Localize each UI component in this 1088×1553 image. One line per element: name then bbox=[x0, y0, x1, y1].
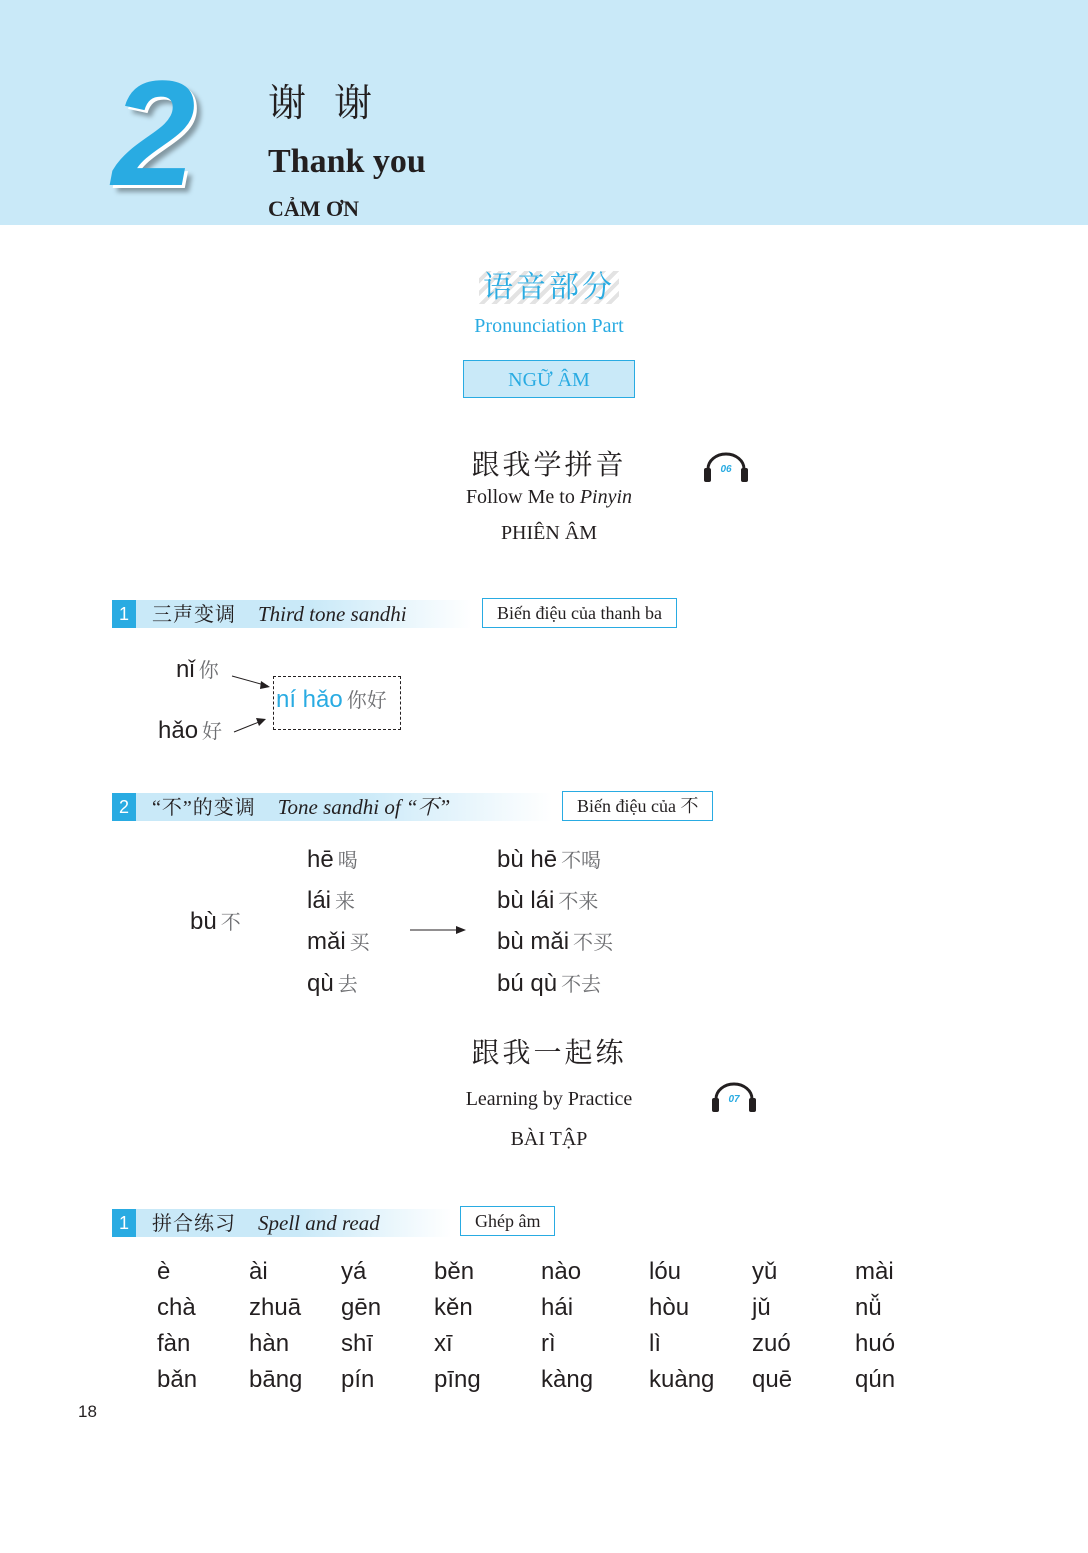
spell-syllable: shī bbox=[341, 1330, 374, 1357]
spell-syllable: xī bbox=[434, 1330, 453, 1357]
third-tone-sandhi-heading bbox=[112, 600, 472, 628]
syllable-he: hē 喝 bbox=[307, 846, 358, 873]
lesson-number: 2 bbox=[112, 49, 192, 217]
syllable-qu: qù 去 bbox=[307, 970, 358, 997]
practice-title-english: Learning by Practice bbox=[465, 1088, 633, 1110]
spell-syllable: hàn bbox=[249, 1330, 290, 1357]
audio-track-number: 07 bbox=[728, 1094, 740, 1105]
item-number: 2 bbox=[112, 793, 136, 821]
spell-syllable: hái bbox=[541, 1294, 574, 1321]
spell-syllable: quē bbox=[752, 1366, 793, 1393]
practice-title-chinese: 跟我一起练 bbox=[471, 1038, 627, 1069]
spell-and-read-heading bbox=[112, 1209, 452, 1237]
headphone-audio-icon[interactable] bbox=[703, 452, 749, 484]
spell-syllable: ài bbox=[249, 1258, 268, 1285]
spell-syllable: lóu bbox=[649, 1258, 682, 1285]
lesson-title-english: Thank you bbox=[268, 143, 426, 180]
syllable-bu: bù 不 bbox=[190, 908, 241, 935]
spell-syllable: è bbox=[157, 1258, 171, 1285]
page-number: 18 bbox=[78, 1402, 97, 1421]
spell-syllable: mài bbox=[855, 1258, 894, 1285]
syllable-ni: nǐ 你 bbox=[176, 656, 219, 683]
spell-syllable: fàn bbox=[157, 1330, 191, 1357]
spell-syllable: pīng bbox=[434, 1366, 481, 1393]
section-title-chinese: 语音部分 bbox=[0, 268, 1088, 308]
spell-syllable: nào bbox=[541, 1258, 582, 1285]
section-title-english: Pronunciation Part bbox=[474, 315, 624, 337]
syllable-hao: hǎo 好 bbox=[158, 717, 223, 744]
item-number: 1 bbox=[112, 1209, 136, 1237]
sandhi-result: ní hǎo 你好 bbox=[276, 686, 387, 713]
spell-syllable: yǔ bbox=[752, 1258, 778, 1285]
spell-syllable: nǚ bbox=[855, 1294, 882, 1321]
heading-text: 三声变调 Third tone sandhi bbox=[152, 602, 407, 626]
spell-syllable: bāng bbox=[249, 1366, 303, 1393]
spell-syllable: pín bbox=[341, 1366, 375, 1393]
spell-syllable: běn bbox=[434, 1258, 475, 1285]
bu-tone-sandhi-heading bbox=[112, 793, 552, 821]
headphone-audio-icon[interactable] bbox=[711, 1082, 757, 1114]
bu-tone-sandhi-vietnamese: Biến điệu của 不 bbox=[562, 791, 713, 821]
phrase-bu-qu: bú qù 不去 bbox=[497, 970, 602, 997]
spell-syllable: chà bbox=[157, 1294, 196, 1321]
follow-me-title-english: Follow Me to Pinyin bbox=[465, 486, 633, 508]
spell-syllable: hòu bbox=[649, 1294, 690, 1321]
phrase-bu-mai: bù mǎi 不买 bbox=[497, 928, 614, 955]
spell-syllable: zuó bbox=[752, 1330, 791, 1357]
heading-text: “不”的变调 Tone sandhi of “不” bbox=[152, 795, 451, 819]
practice-title-vietnamese: BÀI TẬP bbox=[510, 1128, 588, 1150]
spell-and-read-vietnamese: Ghép âm bbox=[460, 1206, 555, 1236]
lesson-title-vietnamese: CẢM ƠN bbox=[268, 196, 360, 221]
audio-track-number: 06 bbox=[720, 464, 732, 475]
spell-syllable: zhuā bbox=[249, 1294, 302, 1321]
spell-syllable: bǎn bbox=[157, 1366, 198, 1393]
spell-syllable: kàng bbox=[541, 1366, 594, 1393]
sandhi-arrow bbox=[408, 922, 468, 938]
spell-syllable: rì bbox=[541, 1330, 556, 1357]
spell-syllable: huó bbox=[855, 1330, 896, 1357]
phrase-bu-lai: bù lái 不来 bbox=[497, 887, 599, 914]
section-title-vietnamese: NGỮ ÂM bbox=[463, 360, 635, 398]
sandhi-arrows bbox=[228, 668, 278, 738]
third-tone-sandhi-vietnamese: Biến điệu của thanh ba bbox=[482, 598, 677, 628]
lesson-title-chinese: 谢谢 bbox=[268, 83, 401, 125]
phrase-bu-he: bù hē 不喝 bbox=[497, 846, 602, 873]
heading-text: 拼合练习 Spell and read bbox=[152, 1211, 380, 1235]
spell-syllable: qún bbox=[855, 1366, 896, 1393]
item-number: 1 bbox=[112, 600, 136, 628]
spell-syllable: kěn bbox=[434, 1294, 473, 1321]
spell-syllable: yá bbox=[341, 1258, 367, 1285]
spell-syllable: jǔ bbox=[752, 1294, 771, 1321]
spell-syllable: kuàng bbox=[649, 1366, 715, 1393]
spell-syllable: gēn bbox=[341, 1294, 382, 1321]
follow-me-title-vietnamese: PHIÊN ÂM bbox=[500, 522, 598, 544]
syllable-mai: mǎi 买 bbox=[307, 928, 370, 955]
follow-me-title-chinese: 跟我学拼音 bbox=[471, 450, 627, 481]
spell-syllable: lì bbox=[649, 1330, 661, 1357]
syllable-lai: lái 来 bbox=[307, 887, 356, 914]
